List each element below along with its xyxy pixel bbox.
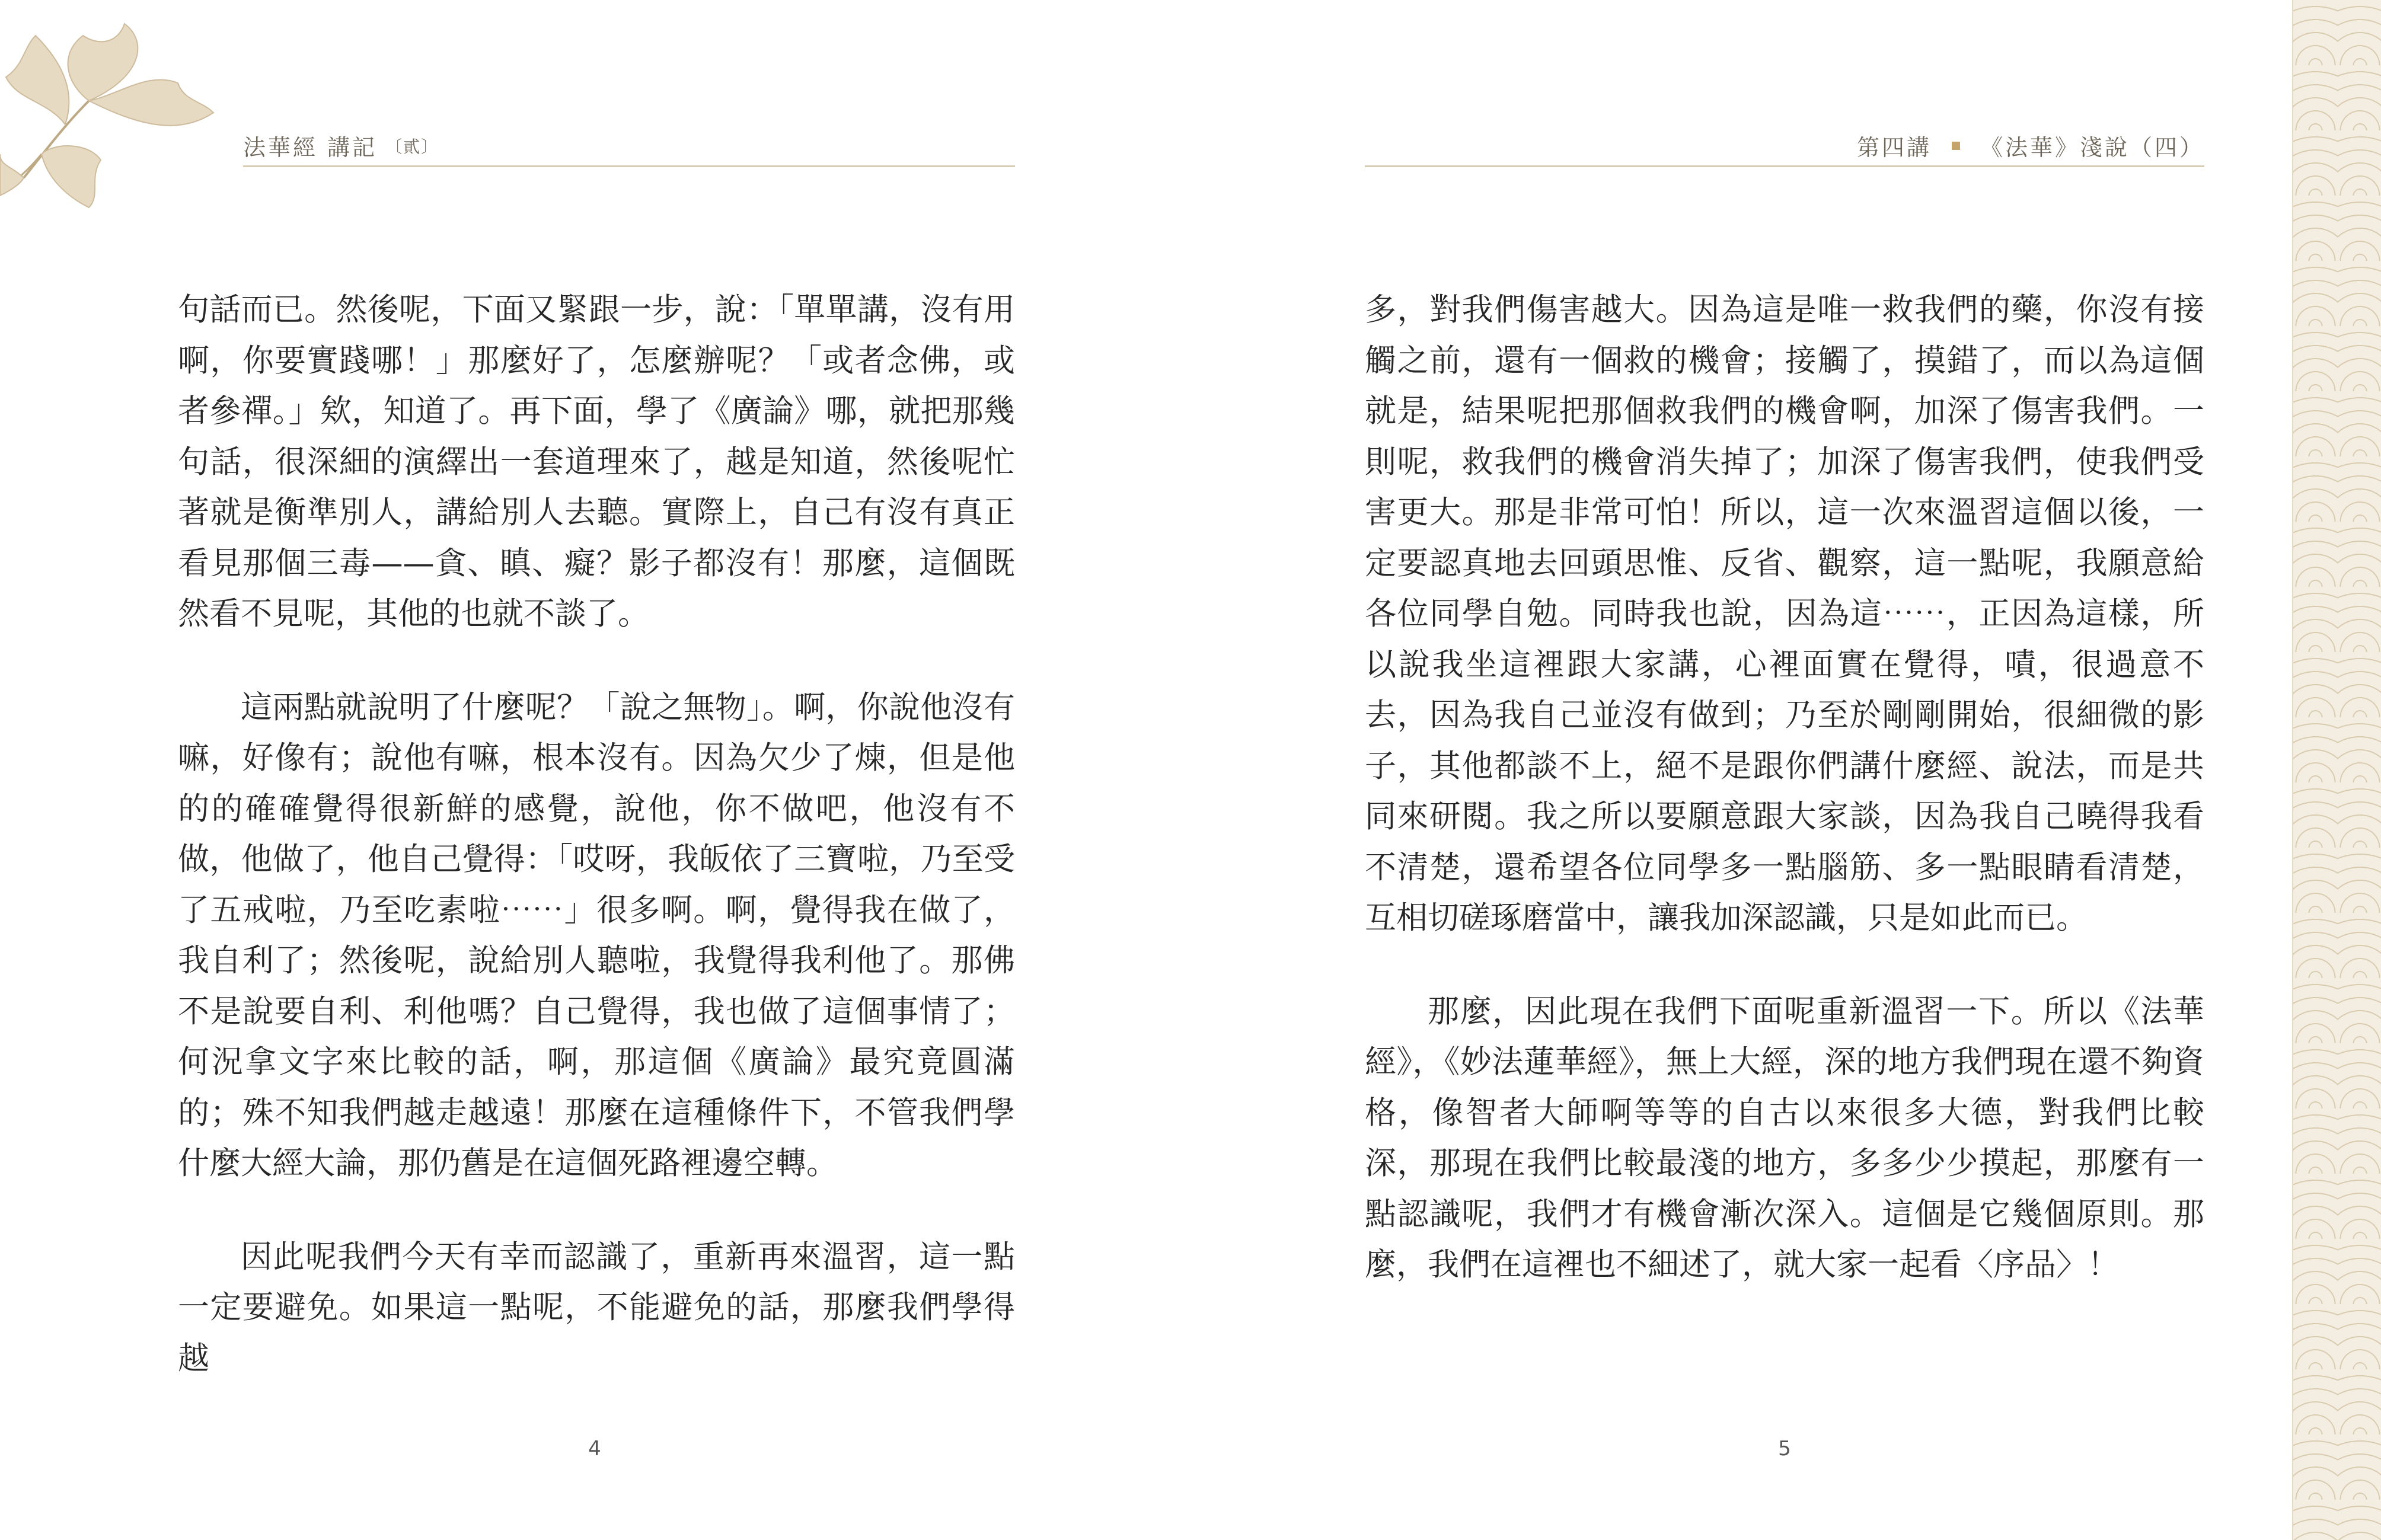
- left-body-text: [178, 285, 1015, 1426]
- right-body-text: [1365, 285, 2204, 1333]
- paragraph: 句話而已。然後呢，下面又緊跟一步，說：「單單講，沒有用啊，你要實踐哪！」那麼好了，怎麼辦呢？「或者念佛，或者參禪。」欸，知道了。再下面，學了《廣論》哪，就把那幾句話，很深細的演繹出一套道理來了，越是知道，然後呢忙著就是衡準別人，講給別人去聽。實際上，自己有沒有真正看見那個三毒——貪、瞋、癡？影子都沒有！那麼，這個既然看不見呢，其他的也就不談了。: [178, 292, 1015, 632]
- fan-pattern-border: [2292, 0, 2381, 1540]
- right-page: [1186, 0, 2289, 1540]
- page-number-right: 5: [1778, 1437, 1791, 1461]
- paragraph: 這兩點就說明了什麼呢？「說之無物」。啊，你說他沒有嘛，好像有；說他有嘛，根本沒有。因為欠少了煉，但是他的的確確覺得很新鮮的感覺，說他，你不做吧，他沒有不做，他做了，他自己覺得：「哎呀，我皈依了三寶啦，乃至受了五戒啦，乃至吃素啦⋯⋯」很多啊。啊，覺得我在做了，我自利了；然後呢，說給別人聽啦，我覺得我利他了。那佛不是說要自利、利他嗎？自己覺得，我也做了這個事情了；何況拿文字來比較的話，啊，那這個《廣論》最究竟圓滿的；殊不知我們越走越遠！那麼在這種條件下，不管我們學什麼大經大論，那仍舊是在這個死路裡邊空轉。: [178, 689, 1015, 1181]
- lecture-topic: 《法華》淺說（四）: [1980, 135, 2204, 161]
- paragraph: 多，對我們傷害越大。因為這是唯一救我們的藥，你沒有接觸之前，還有一個救的機會；接觸了，摸錯了，而以為這個就是，結果呢把那個救我們的機會啊，加深了傷害我們。一則呢，救我們的機會消失掉了；加深了傷害我們，使我們受害更大。那是非常可怕！所以，這一次來溫習這個以後，一定要認真地去回頭思惟、反省、觀察，這一點呢，我願意給各位同學自勉。同時我也說，因為這⋯⋯，正因為這樣，所以說我坐這裡跟大家講，心裡面實在覺得，嘖，很過意不去，因為我自己並沒有做到；乃至於剛剛開始，很細微的影子，其他都談不上，絕不是跟你們講什麼經、說法，而是共同來研閱。我之所以要願意跟大家談，因為我自己曉得我看不清楚，還希望各位同學多一點腦筋、多一點眼睛看清楚，互相切磋琢磨當中，讓我加深認識，只是如此而已。: [1365, 292, 2204, 936]
- paragraph: 那麼，因此現在我們下面呢重新溫習一下。所以《法華經》，《妙法蓮華經》，無上大經，深的地方我們現在還不夠資格，像智者大師啊等等的自古以來很多大德，對我們比較深，那現在我們比較最淺的地方，多多少少摸起，那麼有一點認識呢，我們才有機會漸次深入。這個是它幾個原則。那麼，我們在這裡也不細述了，就大家一起看〈序品〉！: [1365, 993, 2204, 1283]
- paragraph: 因此呢我們今天有幸而認識了，重新再來溫習，這一點一定要避免。如果這一點呢，不能避免的話，那麼我們學得越: [178, 1238, 1015, 1376]
- separator-square-icon: [1952, 142, 1960, 150]
- volume-label: 〔貳〕: [385, 136, 439, 156]
- running-head-left: [243, 126, 1015, 167]
- ginkgo-leaves-icon: [0, 0, 273, 213]
- page-number-left: 4: [588, 1437, 601, 1461]
- running-head-right: [1365, 126, 2204, 167]
- book-title: 法華經 講記: [243, 135, 378, 161]
- lecture-number: 第四講: [1856, 135, 1932, 161]
- left-page: [0, 0, 1180, 1540]
